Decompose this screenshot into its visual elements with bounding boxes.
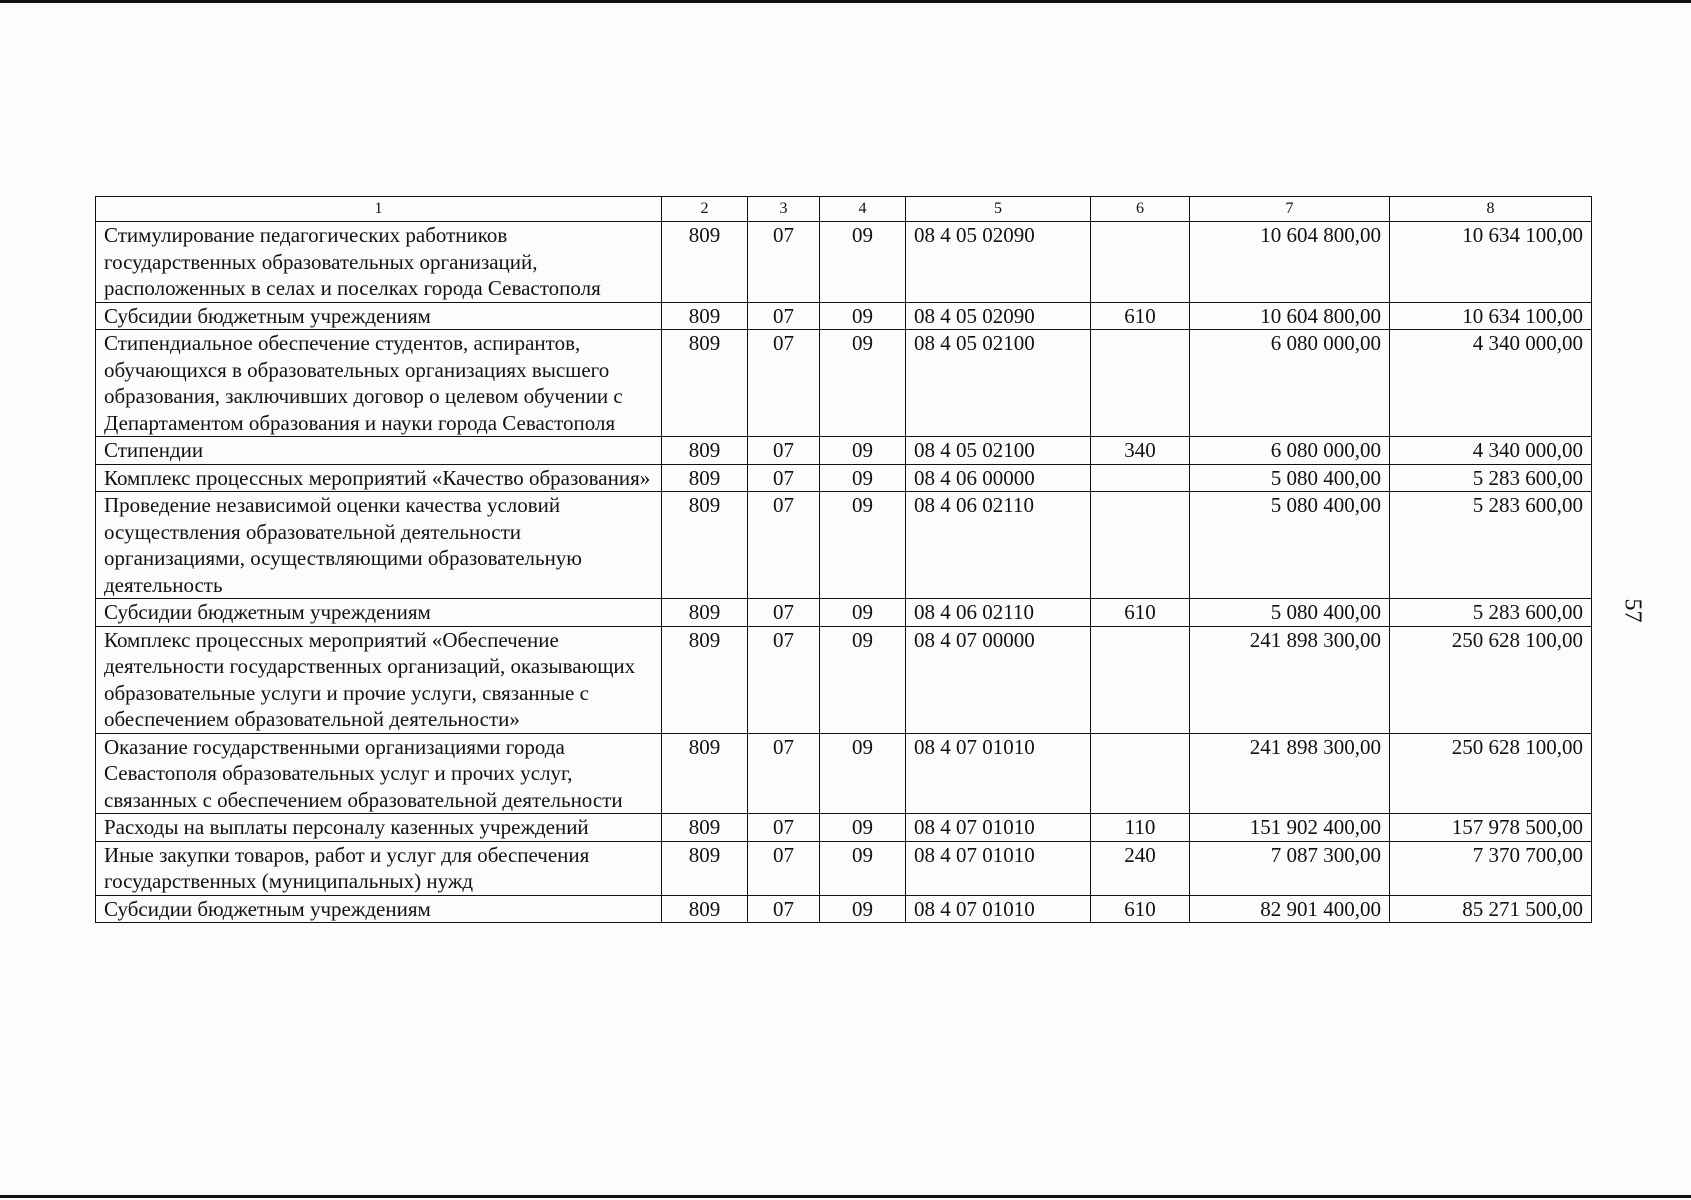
cell-amount-year1: 241 898 300,00 bbox=[1190, 626, 1390, 733]
cell-ministry-code: 809 bbox=[662, 895, 748, 923]
cell-subsection: 09 bbox=[820, 733, 906, 814]
cell-amount-year1: 7 087 300,00 bbox=[1190, 841, 1390, 895]
cell-subsection: 09 bbox=[820, 814, 906, 842]
cell-expense-type bbox=[1091, 733, 1190, 814]
cell-section: 07 bbox=[748, 464, 820, 492]
cell-amount-year2: 250 628 100,00 bbox=[1390, 733, 1592, 814]
cell-expense-type bbox=[1091, 492, 1190, 599]
cell-ministry-code: 809 bbox=[662, 733, 748, 814]
cell-target-article: 08 4 06 00000 bbox=[906, 464, 1091, 492]
cell-amount-year1: 82 901 400,00 bbox=[1190, 895, 1390, 923]
row-name: Расходы на выплаты персоналу казенных учреждений bbox=[96, 814, 662, 842]
cell-target-article: 08 4 06 02110 bbox=[906, 599, 1091, 627]
row-name: Стипендии bbox=[96, 437, 662, 465]
cell-section: 07 bbox=[748, 222, 820, 303]
header-col-3: 3 bbox=[748, 197, 820, 222]
cell-ministry-code: 809 bbox=[662, 841, 748, 895]
cell-amount-year2: 10 634 100,00 bbox=[1390, 222, 1592, 303]
cell-amount-year2: 157 978 500,00 bbox=[1390, 814, 1592, 842]
header-row bbox=[96, 197, 1592, 222]
cell-amount-year1: 241 898 300,00 bbox=[1190, 733, 1390, 814]
cell-amount-year2: 85 271 500,00 bbox=[1390, 895, 1592, 923]
cell-expense-type: 110 bbox=[1091, 814, 1190, 842]
header-col-5: 5 bbox=[906, 197, 1091, 222]
row-name: Проведение независимой оценки качества условий осуществления образовательной деятельности организациями, осуществляющими образовательную деятельность bbox=[96, 492, 662, 599]
cell-section: 07 bbox=[748, 841, 820, 895]
cell-amount-year2: 4 340 000,00 bbox=[1390, 330, 1592, 437]
row-name: Субсидии бюджетным учреждениям bbox=[96, 895, 662, 923]
cell-expense-type bbox=[1091, 626, 1190, 733]
budget-table bbox=[95, 196, 1592, 923]
cell-ministry-code: 809 bbox=[662, 626, 748, 733]
cell-amount-year2: 250 628 100,00 bbox=[1390, 626, 1592, 733]
cell-target-article: 08 4 05 02100 bbox=[906, 437, 1091, 465]
cell-subsection: 09 bbox=[820, 895, 906, 923]
row-name: Оказание государственными организациями города Севастополя образовательных услуг и прочих услуг, связанных с обеспечением образовательной деятельности bbox=[96, 733, 662, 814]
cell-expense-type bbox=[1091, 464, 1190, 492]
cell-target-article: 08 4 07 00000 bbox=[906, 626, 1091, 733]
header-col-1: 1 bbox=[96, 197, 662, 222]
table-row bbox=[96, 733, 1592, 814]
cell-subsection: 09 bbox=[820, 492, 906, 599]
row-name: Иные закупки товаров, работ и услуг для обеспечения государственных (муниципальных) нужд bbox=[96, 841, 662, 895]
cell-expense-type bbox=[1091, 222, 1190, 303]
cell-target-article: 08 4 07 01010 bbox=[906, 814, 1091, 842]
table-row bbox=[96, 626, 1592, 733]
table-row bbox=[96, 437, 1592, 465]
cell-section: 07 bbox=[748, 599, 820, 627]
cell-amount-year2: 5 283 600,00 bbox=[1390, 599, 1592, 627]
header-col-4: 4 bbox=[820, 197, 906, 222]
cell-expense-type: 340 bbox=[1091, 437, 1190, 465]
row-name: Стипендиальное обеспечение студентов, аспирантов, обучающихся в образовательных организациях высшего образования, заключивших договор о целевом обучении с Департаментом образования и науки города Севастополя bbox=[96, 330, 662, 437]
cell-target-article: 08 4 06 02110 bbox=[906, 492, 1091, 599]
cell-amount-year1: 6 080 000,00 bbox=[1190, 437, 1390, 465]
row-name: Субсидии бюджетным учреждениям bbox=[96, 599, 662, 627]
header-col-6: 6 bbox=[1091, 197, 1190, 222]
cell-ministry-code: 809 bbox=[662, 437, 748, 465]
cell-amount-year1: 5 080 400,00 bbox=[1190, 599, 1390, 627]
page-number: 57 bbox=[1619, 598, 1646, 623]
cell-target-article: 08 4 05 02090 bbox=[906, 302, 1091, 330]
table-row bbox=[96, 330, 1592, 437]
cell-amount-year1: 5 080 400,00 bbox=[1190, 464, 1390, 492]
table-row bbox=[96, 222, 1592, 303]
table-row bbox=[96, 599, 1592, 627]
table-row bbox=[96, 302, 1592, 330]
table-row bbox=[96, 814, 1592, 842]
cell-amount-year2: 5 283 600,00 bbox=[1390, 492, 1592, 599]
table-row bbox=[96, 464, 1592, 492]
cell-subsection: 09 bbox=[820, 222, 906, 303]
row-name: Стимулирование педагогических работников государственных образовательных организаций, расположенных в селах и поселках города Севастополя bbox=[96, 222, 662, 303]
cell-expense-type: 610 bbox=[1091, 302, 1190, 330]
cell-expense-type bbox=[1091, 330, 1190, 437]
cell-section: 07 bbox=[748, 895, 820, 923]
cell-amount-year2: 4 340 000,00 bbox=[1390, 437, 1592, 465]
cell-section: 07 bbox=[748, 437, 820, 465]
header-col-8: 8 bbox=[1390, 197, 1592, 222]
header-col-2: 2 bbox=[662, 197, 748, 222]
cell-amount-year1: 151 902 400,00 bbox=[1190, 814, 1390, 842]
row-name: Субсидии бюджетным учреждениям bbox=[96, 302, 662, 330]
cell-section: 07 bbox=[748, 733, 820, 814]
cell-expense-type: 610 bbox=[1091, 599, 1190, 627]
table-row bbox=[96, 492, 1592, 599]
cell-target-article: 08 4 05 02100 bbox=[906, 330, 1091, 437]
cell-ministry-code: 809 bbox=[662, 492, 748, 599]
cell-amount-year1: 5 080 400,00 bbox=[1190, 492, 1390, 599]
cell-subsection: 09 bbox=[820, 437, 906, 465]
cell-subsection: 09 bbox=[820, 626, 906, 733]
table-row bbox=[96, 841, 1592, 895]
cell-subsection: 09 bbox=[820, 330, 906, 437]
cell-subsection: 09 bbox=[820, 302, 906, 330]
cell-amount-year1: 10 604 800,00 bbox=[1190, 222, 1390, 303]
cell-subsection: 09 bbox=[820, 841, 906, 895]
cell-amount-year2: 5 283 600,00 bbox=[1390, 464, 1592, 492]
cell-target-article: 08 4 05 02090 bbox=[906, 222, 1091, 303]
cell-section: 07 bbox=[748, 302, 820, 330]
cell-amount-year1: 6 080 000,00 bbox=[1190, 330, 1390, 437]
cell-ministry-code: 809 bbox=[662, 464, 748, 492]
header-col-7: 7 bbox=[1190, 197, 1390, 222]
cell-amount-year2: 10 634 100,00 bbox=[1390, 302, 1592, 330]
table-row bbox=[96, 895, 1592, 923]
bottom-border-line bbox=[0, 1195, 1691, 1198]
cell-ministry-code: 809 bbox=[662, 302, 748, 330]
cell-ministry-code: 809 bbox=[662, 599, 748, 627]
cell-section: 07 bbox=[748, 626, 820, 733]
cell-expense-type: 240 bbox=[1091, 841, 1190, 895]
cell-section: 07 bbox=[748, 330, 820, 437]
cell-target-article: 08 4 07 01010 bbox=[906, 841, 1091, 895]
cell-amount-year2: 7 370 700,00 bbox=[1390, 841, 1592, 895]
cell-subsection: 09 bbox=[820, 464, 906, 492]
cell-subsection: 09 bbox=[820, 599, 906, 627]
cell-ministry-code: 809 bbox=[662, 814, 748, 842]
cell-target-article: 08 4 07 01010 bbox=[906, 895, 1091, 923]
cell-ministry-code: 809 bbox=[662, 330, 748, 437]
row-name: Комплекс процессных мероприятий «Качество образования» bbox=[96, 464, 662, 492]
cell-section: 07 bbox=[748, 492, 820, 599]
cell-amount-year1: 10 604 800,00 bbox=[1190, 302, 1390, 330]
cell-ministry-code: 809 bbox=[662, 222, 748, 303]
cell-expense-type: 610 bbox=[1091, 895, 1190, 923]
top-border-line bbox=[0, 0, 1691, 3]
row-name: Комплекс процессных мероприятий «Обеспечение деятельности государственных организаций, оказывающих образовательные услуги и прочие услуги, связанные с обеспечением образовательной деятельности» bbox=[96, 626, 662, 733]
cell-section: 07 bbox=[748, 814, 820, 842]
cell-target-article: 08 4 07 01010 bbox=[906, 733, 1091, 814]
